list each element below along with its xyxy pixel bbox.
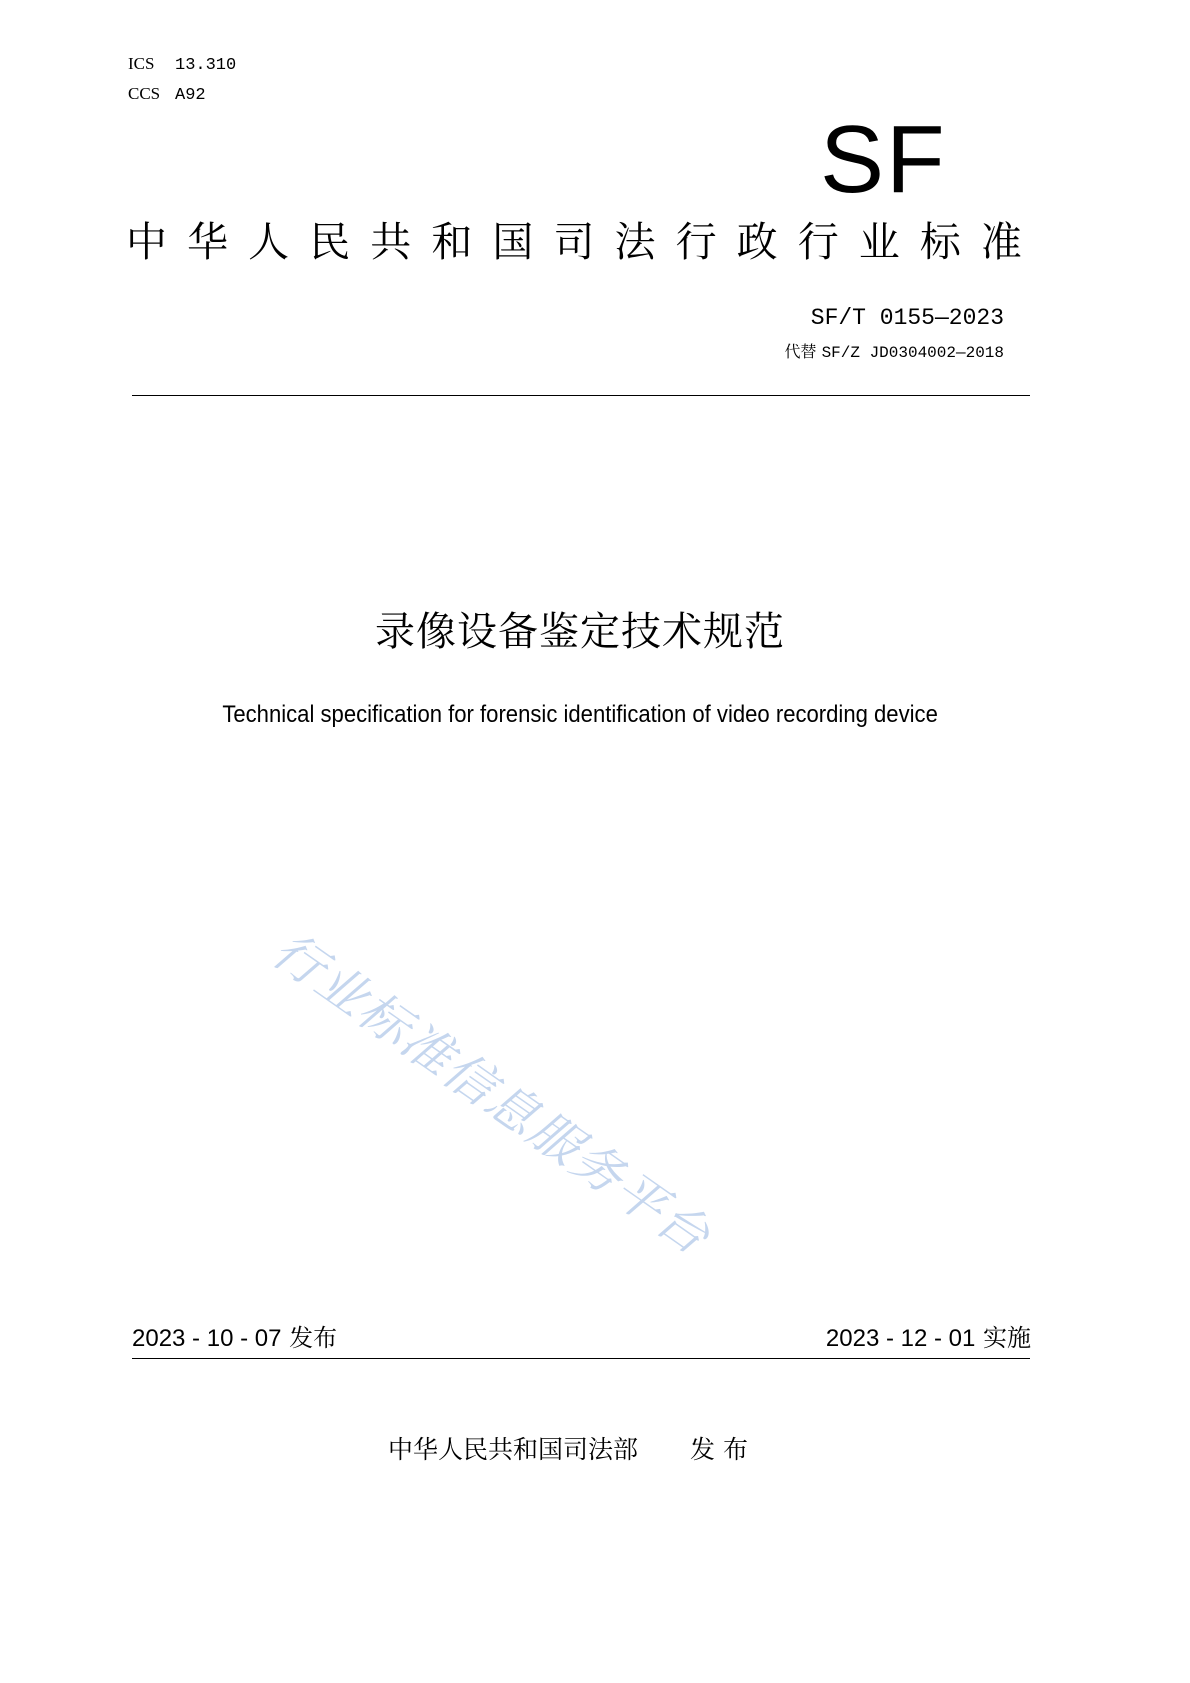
sf-logo: SF xyxy=(820,106,947,213)
title-char: 准 xyxy=(980,218,1022,266)
ics-value: 13.310 xyxy=(175,56,237,75)
implementation-date-value: 2023 - 12 - 01 xyxy=(825,1325,976,1352)
ics-code xyxy=(128,53,236,77)
title-char: 司 xyxy=(553,218,595,266)
title-char: 政 xyxy=(736,218,778,266)
document-title-en: Technical specification for forensic identification of video recording device xyxy=(222,701,938,728)
publisher-action: 发 布 xyxy=(690,1435,748,1464)
implementation-date xyxy=(826,1322,1031,1355)
standard-type-title xyxy=(126,212,1022,272)
publisher xyxy=(0,1432,1136,1468)
watermark: 行业标准信息服务平台 xyxy=(262,920,722,1267)
title-char: 和 xyxy=(431,218,473,266)
ccs-code xyxy=(128,83,206,107)
replaces-code: SF/Z JD0304002—2018 xyxy=(821,344,1004,362)
title-char: 标 xyxy=(919,218,961,266)
title-char: 民 xyxy=(309,218,351,266)
title-char: 业 xyxy=(858,218,900,266)
issue-date-value: 2023 - 10 - 07 xyxy=(132,1325,282,1352)
header-divider xyxy=(132,395,1030,396)
title-char: 人 xyxy=(248,218,290,266)
title-char: 行 xyxy=(675,218,717,266)
ccs-value: A92 xyxy=(175,86,206,105)
document-title-cn: 录像设备鉴定技术规范 xyxy=(375,609,785,655)
title-char: 共 xyxy=(370,218,412,266)
standard-number: SF/T 0155—2023 xyxy=(810,305,1004,331)
title-char: 行 xyxy=(797,218,839,266)
implementation-date-label: 实施 xyxy=(983,1324,1031,1352)
title-char: 法 xyxy=(614,218,656,266)
issue-date xyxy=(132,1322,337,1355)
ccs-label: CCS xyxy=(128,84,161,103)
ics-label: ICS xyxy=(128,54,155,73)
title-char: 国 xyxy=(492,218,534,266)
publisher-name: 中华人民共和国司法部 xyxy=(388,1435,639,1464)
issue-date-label: 发布 xyxy=(289,1324,338,1352)
footer-divider xyxy=(132,1358,1030,1359)
replaces-line xyxy=(784,341,1004,364)
title-char: 华 xyxy=(187,218,229,266)
replaces-label: 代替 xyxy=(784,342,817,361)
title-char: 中 xyxy=(126,218,167,266)
